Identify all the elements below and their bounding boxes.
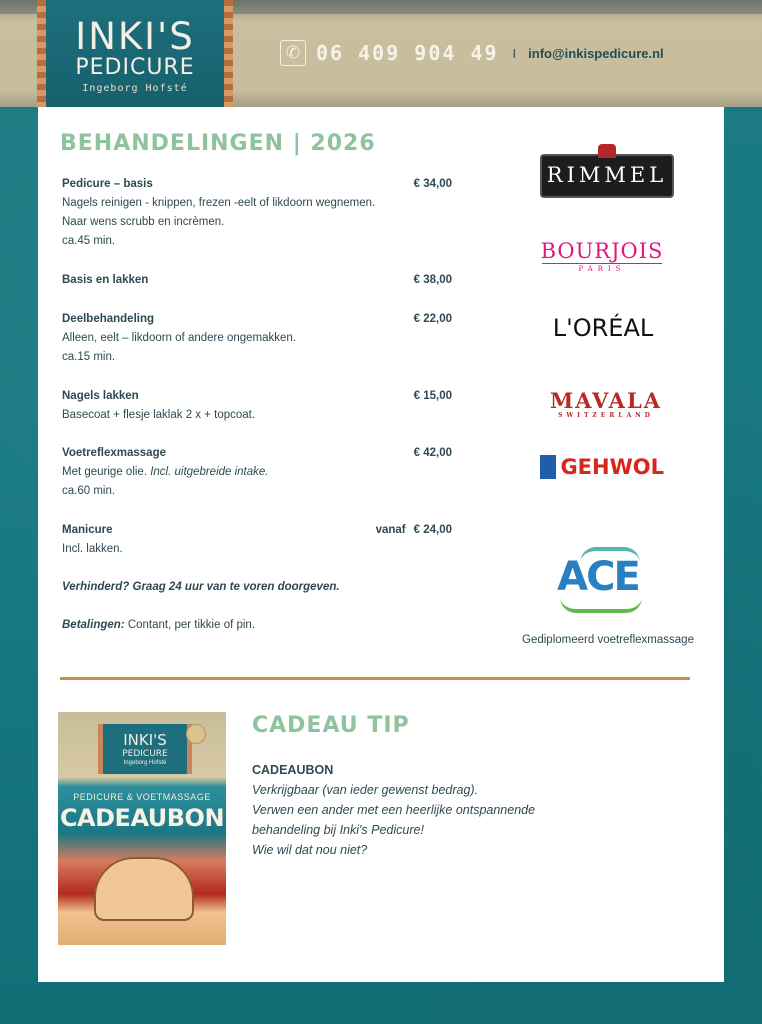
contact-bar	[280, 38, 664, 68]
treatment-item	[62, 387, 452, 425]
logo-subtitle: PEDICURE	[75, 55, 195, 80]
payment-label: Betalingen:	[62, 619, 125, 631]
treatment-desc: Basecoat + flesje laklak 2 x + topcoat.	[62, 409, 256, 421]
logo-panel	[46, 0, 224, 107]
diploma-caption: Gediplomeerd voetreflexmassage	[522, 634, 694, 646]
treatment-desc-italic: Incl. uitgebreide intake.	[150, 466, 269, 478]
rimmel-text: RIMMEL	[546, 163, 668, 187]
treatment-desc: Nagels reinigen - knippen, frezen -eelt of likdoorn wegnemen.	[62, 197, 376, 209]
voucher-logo-subtitle: PEDICURE	[122, 749, 168, 759]
treatment-price: € 15,00	[413, 390, 452, 402]
bourjois-logo	[538, 239, 666, 274]
treatment-duration: ca.45 min.	[62, 235, 116, 247]
crown-icon	[598, 144, 616, 158]
treatment-price: € 22,00	[413, 313, 452, 325]
gehwol-text: GEHWOL	[560, 455, 664, 479]
ace-text: ACE	[557, 554, 639, 600]
ace-logo	[550, 547, 646, 613]
site-logo[interactable]	[37, 0, 233, 107]
treatment-desc: Naar wens scrubb en incrèmen.	[62, 216, 225, 228]
voucher-logo-owner: Ingeborg Hofsté	[123, 760, 167, 766]
coin-icon	[186, 724, 206, 744]
treatment-desc-plain: Met geurige olie.	[62, 466, 151, 478]
gift-text	[252, 760, 582, 860]
treatment-item	[62, 310, 452, 367]
loreal-logo: L'ORÉAL	[552, 314, 654, 342]
payment-text: Contant, per tikkie of pin.	[124, 619, 256, 631]
voucher-subtitle: PEDICURE & VOETMASSAGE	[73, 792, 211, 802]
logo-owner: Ingeborg Hofsté	[82, 83, 188, 94]
treatment-name: Voetreflexmassage	[62, 447, 166, 459]
treatment-name: Nagels lakken	[62, 390, 139, 402]
gift-line: Verwen een ander met een heerlijke ontspannende	[252, 803, 536, 817]
contact-separator: I	[512, 45, 517, 61]
ace-swoosh-bottom	[560, 597, 642, 613]
price-prefix: vanaf	[375, 524, 406, 536]
treatment-name: Deelbehandeling	[62, 313, 155, 325]
gift-heading: CADEAU TIP	[252, 713, 410, 738]
treatment-price: € 42,00	[413, 447, 452, 459]
treatment-item	[62, 444, 452, 501]
treatments-heading: BEHANDELINGEN | 2026	[60, 131, 376, 156]
cancel-note-text: Verhinderd? Graag 24 uur van te voren doorgeven.	[62, 581, 340, 593]
voucher-logo-title: INKI'S	[123, 731, 167, 749]
rimmel-logo	[540, 154, 674, 198]
treatment-item	[62, 271, 452, 290]
voucher-title: CADEAUBON	[59, 804, 225, 832]
treatment-price: € 24,00	[413, 524, 452, 536]
logo-border-right	[224, 0, 233, 107]
ace-swoosh-top	[580, 547, 640, 563]
cancel-note	[62, 581, 340, 593]
feet-illustration	[94, 857, 194, 921]
gift-line: Verkrijgbaar (van ieder gewenst bedrag).	[252, 783, 479, 797]
treatment-desc: Alleen, eelt – likdoorn of andere ongemakken.	[62, 332, 296, 344]
mavala-logo	[538, 390, 674, 420]
mavala-text: MAVALA	[549, 388, 663, 413]
gift-title: CADEAUBON	[252, 763, 334, 777]
gehwol-icon	[540, 455, 556, 479]
logo-border-left	[37, 0, 46, 107]
phone-icon: ✆	[280, 40, 306, 66]
treatment-name: Manicure	[62, 524, 113, 536]
content-card	[38, 107, 724, 982]
treatment-duration: ca.15 min.	[62, 351, 116, 363]
treatment-duration: ca.60 min.	[62, 485, 116, 497]
gift-line: behandeling bij Inki's Pedicure!	[252, 823, 424, 837]
voucher-logo	[98, 724, 192, 774]
bourjois-text: BOURJOIS	[540, 239, 664, 263]
voucher-image	[58, 712, 226, 945]
gift-line: Wie wil dat nou niet?	[252, 843, 368, 857]
bourjois-sub: PARIS	[542, 263, 662, 274]
phone-number[interactable]: 06 409 904 49	[316, 41, 499, 65]
mavala-sub: SWITZERLAND	[558, 412, 654, 419]
section-divider	[60, 677, 690, 680]
treatment-item	[62, 175, 452, 251]
treatment-name: Pedicure – basis	[62, 178, 153, 190]
payment-note	[62, 619, 255, 631]
treatment-item	[62, 521, 452, 559]
gehwol-logo	[540, 453, 664, 481]
logo-title: INKI'S	[75, 15, 195, 58]
treatment-name: Basis en lakken	[62, 274, 149, 286]
treatment-price: € 38,00	[413, 274, 452, 286]
email-link[interactable]: info@inkispedicure.nl	[528, 45, 664, 61]
treatment-price: € 34,00	[413, 178, 452, 190]
treatment-desc: Incl. lakken.	[62, 543, 123, 555]
treatment-desc	[62, 463, 452, 482]
